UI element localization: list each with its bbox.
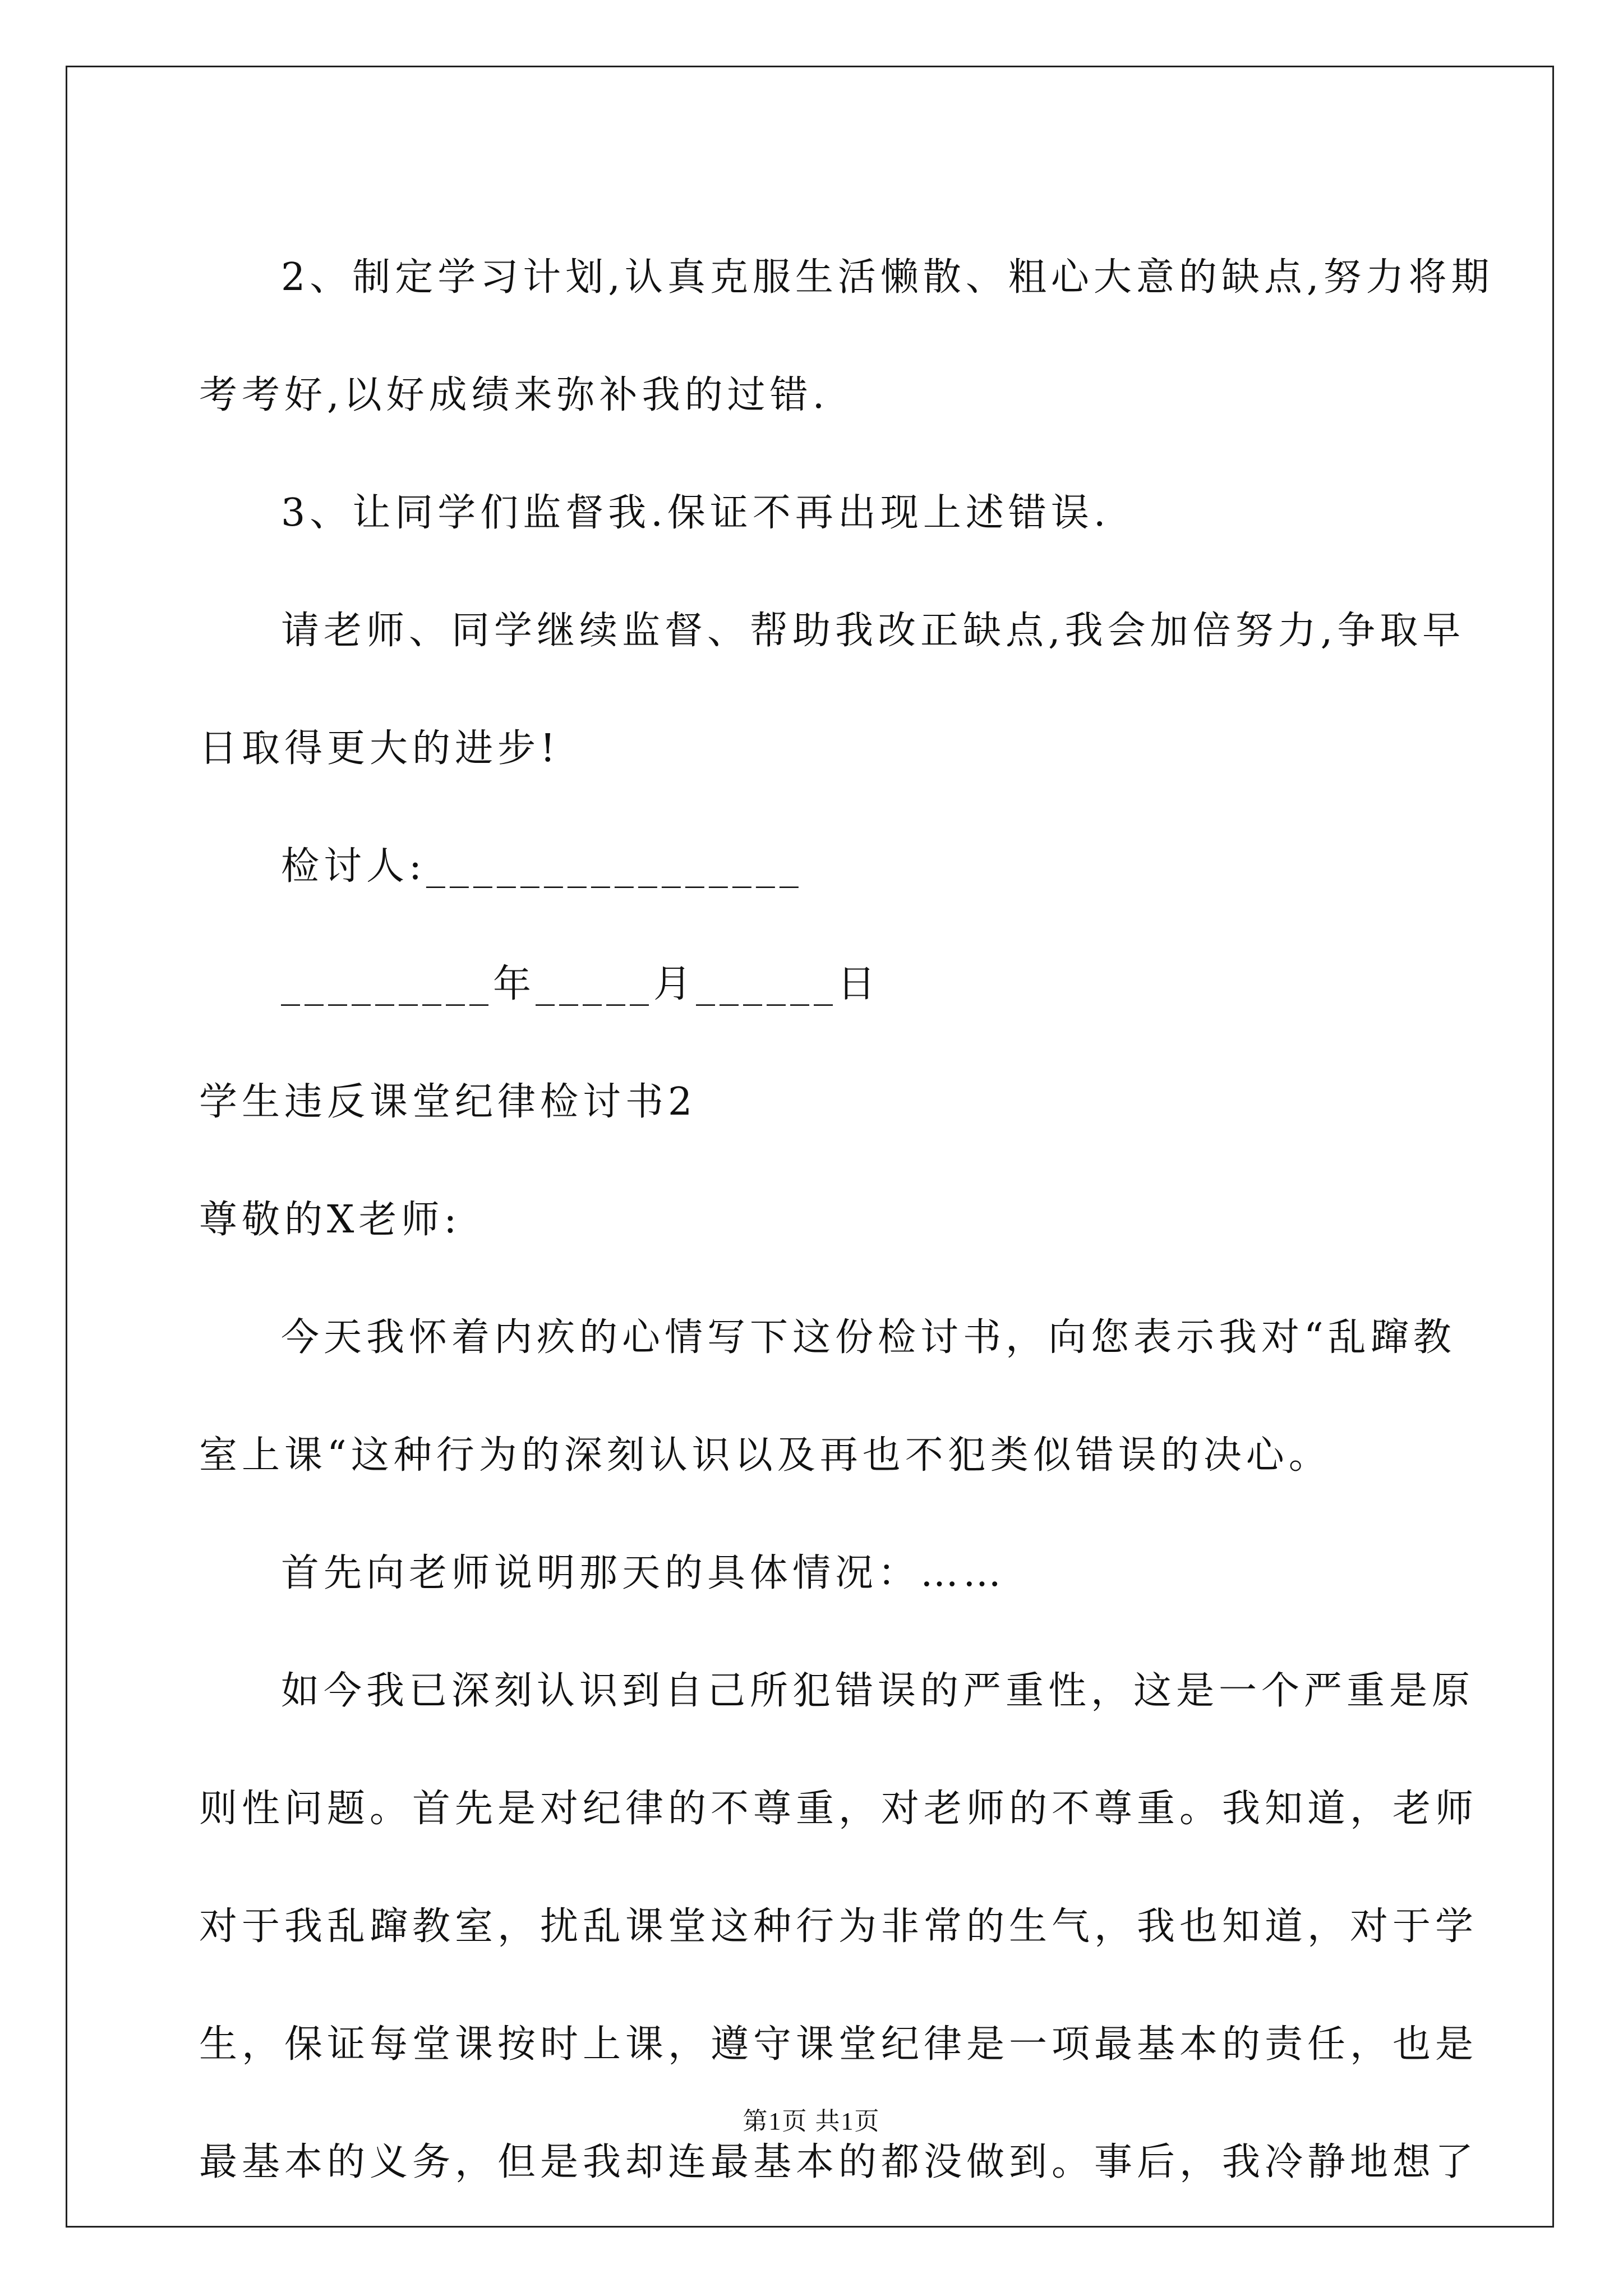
text-line: 生，保证每堂课按时上课，遵守课堂纪律是一项最基本的责任，也是 — [199, 2022, 1478, 2067]
text-line: 最基本的义务，但是我却连最基本的都没做到。事后，我冷静地想了 — [199, 2140, 1478, 2184]
text-line: 则性问题。首先是对纪律的不尊重，对老师的不尊重。我知道，老师 — [199, 1787, 1478, 1831]
text-line: 对于我乱蹿教室，扰乱课堂这种行为非常的生气，我也知道，对于学 — [199, 1904, 1478, 1949]
section-title: 学生违反课堂纪律检讨书2 — [199, 1080, 697, 1124]
text-line: 请老师、同学继续监督、帮助我改正缺点,我会加倍努力,争取早 — [281, 609, 1465, 653]
text-line: 如今我已深刻认识到自己所犯错误的严重性，这是一个严重是原 — [281, 1669, 1475, 1713]
document-body — [199, 219, 1494, 2221]
page-footer: 第1页 共1页 — [743, 2108, 880, 2135]
text-line: 首先向老师说明那天的具体情况：…… — [281, 1551, 1006, 1595]
text-line: 日取得更大的进步! — [199, 726, 560, 771]
salutation: 尊敬的X老师: — [199, 1198, 462, 1242]
signature-line: 检讨人:________________ — [281, 844, 803, 889]
text-line: 2、制定学习计划,认真克服生活懒散、粗心大意的缺点,努力将期 — [281, 255, 1494, 300]
text-line: 考考好,以好成绩来弥补我的过错. — [199, 373, 829, 417]
text-line: 3、让同学们监督我.保证不再出现上述错误. — [281, 491, 1110, 535]
text-line: 室上课“这种行为的深刻认识以及再也不犯类似错误的决心。 — [199, 1433, 1331, 1478]
date-line: _________年_____月______日 — [281, 962, 880, 1006]
text-line: 今天我怀着内疚的心情写下这份检讨书，向您表示我对“乱蹿教 — [281, 1315, 1456, 1360]
